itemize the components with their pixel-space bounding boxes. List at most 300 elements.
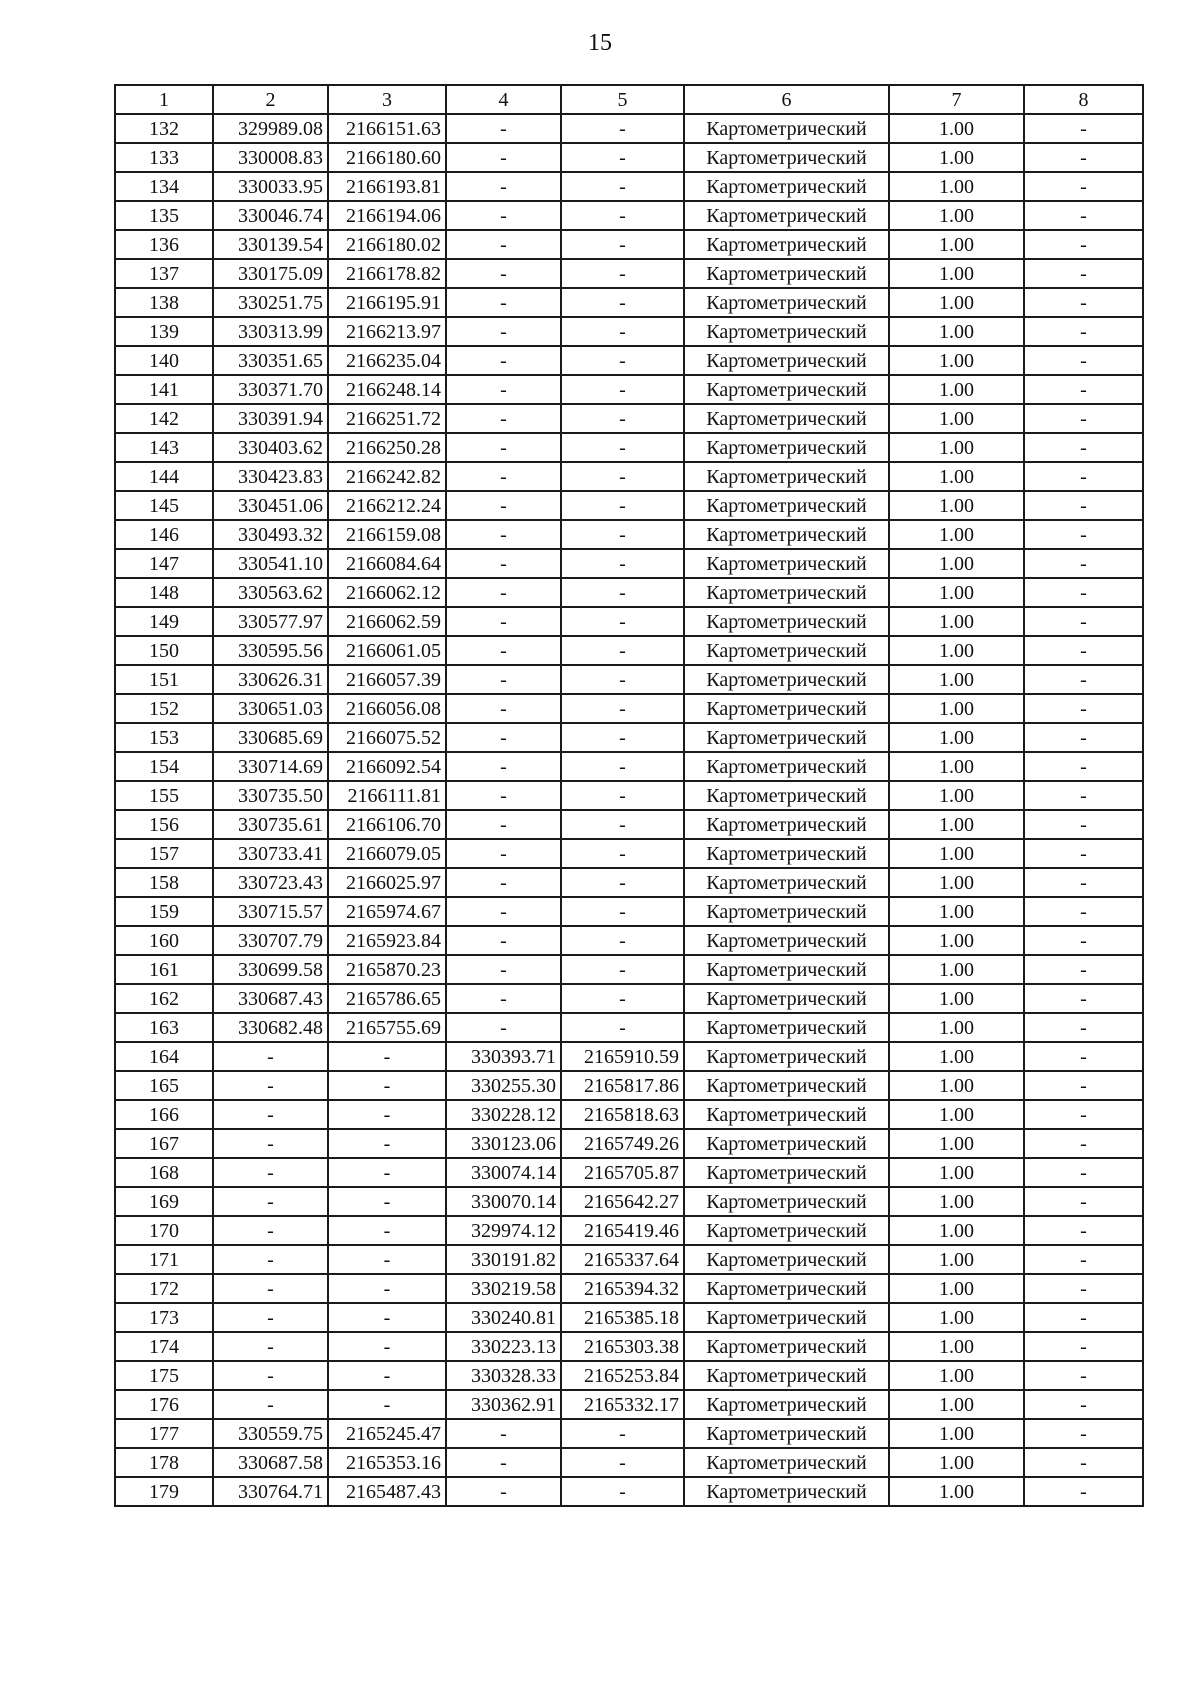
x-coordinate-alt-cell: -: [446, 578, 561, 607]
y-coordinate-cell: 2166235.04: [328, 346, 446, 375]
y-coordinate-cell: 2165755.69: [328, 1013, 446, 1042]
x-coordinate-cell: -: [213, 1129, 328, 1158]
y-coordinate-cell: 2166106.70: [328, 810, 446, 839]
y-coordinate-alt-cell: 2165642.27: [561, 1187, 684, 1216]
y-coordinate-alt-cell: 2165303.38: [561, 1332, 684, 1361]
y-coordinate-cell: -: [328, 1274, 446, 1303]
table-row: [115, 114, 1143, 143]
method-cell: Картометрический: [684, 201, 889, 230]
x-coordinate-cell: -: [213, 1361, 328, 1390]
note-cell: -: [1024, 491, 1143, 520]
x-coordinate-cell: 330423.83: [213, 462, 328, 491]
x-coordinate-cell: -: [213, 1071, 328, 1100]
x-coordinate-alt-cell: -: [446, 114, 561, 143]
note-cell: -: [1024, 1303, 1143, 1332]
x-coordinate-alt-cell: 329974.12: [446, 1216, 561, 1245]
x-coordinate-cell: 330175.09: [213, 259, 328, 288]
point-number-cell: 152: [115, 694, 213, 723]
y-coordinate-alt-cell: -: [561, 172, 684, 201]
x-coordinate-cell: 330735.50: [213, 781, 328, 810]
point-number-cell: 179: [115, 1477, 213, 1506]
x-coordinate-alt-cell: 330393.71: [446, 1042, 561, 1071]
precision-cell: 1.00: [889, 1071, 1024, 1100]
y-coordinate-alt-cell: -: [561, 549, 684, 578]
y-coordinate-alt-cell: -: [561, 607, 684, 636]
point-number-cell: 168: [115, 1158, 213, 1187]
x-coordinate-alt-cell: 330328.33: [446, 1361, 561, 1390]
page-number: 15: [588, 30, 612, 56]
method-cell: Картометрический: [684, 1129, 889, 1158]
x-coordinate-cell: 330733.41: [213, 839, 328, 868]
x-coordinate-alt-cell: -: [446, 607, 561, 636]
table-row: [115, 288, 1143, 317]
x-coordinate-cell: 330559.75: [213, 1419, 328, 1448]
precision-cell: 1.00: [889, 114, 1024, 143]
y-coordinate-alt-cell: -: [561, 346, 684, 375]
y-coordinate-cell: 2166213.97: [328, 317, 446, 346]
note-cell: -: [1024, 462, 1143, 491]
y-coordinate-alt-cell: -: [561, 752, 684, 781]
note-cell: -: [1024, 1187, 1143, 1216]
column-header: 5: [561, 85, 684, 114]
point-number-cell: 170: [115, 1216, 213, 1245]
method-cell: Картометрический: [684, 1361, 889, 1390]
method-cell: Картометрический: [684, 288, 889, 317]
x-coordinate-cell: 330493.32: [213, 520, 328, 549]
precision-cell: 1.00: [889, 1390, 1024, 1419]
method-cell: Картометрический: [684, 1303, 889, 1332]
y-coordinate-alt-cell: -: [561, 143, 684, 172]
x-coordinate-cell: -: [213, 1245, 328, 1274]
y-coordinate-cell: -: [328, 1071, 446, 1100]
x-coordinate-cell: 330715.57: [213, 897, 328, 926]
point-number-cell: 132: [115, 114, 213, 143]
table-row: [115, 694, 1143, 723]
x-coordinate-alt-cell: -: [446, 259, 561, 288]
y-coordinate-cell: 2165245.47: [328, 1419, 446, 1448]
method-cell: Картометрический: [684, 781, 889, 810]
x-coordinate-cell: -: [213, 1274, 328, 1303]
precision-cell: 1.00: [889, 984, 1024, 1013]
table-row: [115, 172, 1143, 201]
y-coordinate-cell: 2166248.14: [328, 375, 446, 404]
y-coordinate-alt-cell: 2165337.64: [561, 1245, 684, 1274]
y-coordinate-alt-cell: -: [561, 1419, 684, 1448]
point-number-cell: 162: [115, 984, 213, 1013]
y-coordinate-cell: -: [328, 1361, 446, 1390]
x-coordinate-cell: 330139.54: [213, 230, 328, 259]
table-row: [115, 1477, 1143, 1506]
y-coordinate-alt-cell: -: [561, 1448, 684, 1477]
precision-cell: 1.00: [889, 897, 1024, 926]
point-number-cell: 173: [115, 1303, 213, 1332]
table-row: [115, 433, 1143, 462]
y-coordinate-alt-cell: -: [561, 520, 684, 549]
x-coordinate-alt-cell: 330074.14: [446, 1158, 561, 1187]
x-coordinate-cell: 330682.48: [213, 1013, 328, 1042]
note-cell: -: [1024, 781, 1143, 810]
table-row: [115, 897, 1143, 926]
y-coordinate-alt-cell: -: [561, 694, 684, 723]
point-number-cell: 136: [115, 230, 213, 259]
x-coordinate-alt-cell: -: [446, 288, 561, 317]
y-coordinate-alt-cell: -: [561, 230, 684, 259]
y-coordinate-alt-cell: -: [561, 955, 684, 984]
note-cell: -: [1024, 259, 1143, 288]
x-coordinate-alt-cell: -: [446, 462, 561, 491]
x-coordinate-alt-cell: -: [446, 897, 561, 926]
method-cell: Картометрический: [684, 114, 889, 143]
point-number-cell: 171: [115, 1245, 213, 1274]
point-number-cell: 156: [115, 810, 213, 839]
point-number-cell: 153: [115, 723, 213, 752]
y-coordinate-alt-cell: -: [561, 665, 684, 694]
precision-cell: 1.00: [889, 549, 1024, 578]
table-row: [115, 810, 1143, 839]
y-coordinate-alt-cell: 2165253.84: [561, 1361, 684, 1390]
y-coordinate-alt-cell: -: [561, 926, 684, 955]
note-cell: -: [1024, 1071, 1143, 1100]
point-number-cell: 150: [115, 636, 213, 665]
note-cell: -: [1024, 1274, 1143, 1303]
point-number-cell: 178: [115, 1448, 213, 1477]
x-coordinate-cell: 330351.65: [213, 346, 328, 375]
point-number-cell: 172: [115, 1274, 213, 1303]
x-coordinate-cell: 330391.94: [213, 404, 328, 433]
precision-cell: 1.00: [889, 955, 1024, 984]
note-cell: -: [1024, 1361, 1143, 1390]
note-cell: -: [1024, 1042, 1143, 1071]
table-row: [115, 317, 1143, 346]
precision-cell: 1.00: [889, 1245, 1024, 1274]
precision-cell: 1.00: [889, 1477, 1024, 1506]
y-coordinate-alt-cell: -: [561, 839, 684, 868]
note-cell: -: [1024, 897, 1143, 926]
method-cell: Картометрический: [684, 636, 889, 665]
x-coordinate-cell: 330626.31: [213, 665, 328, 694]
note-cell: -: [1024, 346, 1143, 375]
note-cell: -: [1024, 607, 1143, 636]
note-cell: -: [1024, 143, 1143, 172]
table-row: [115, 462, 1143, 491]
note-cell: -: [1024, 1129, 1143, 1158]
table-row: [115, 1042, 1143, 1071]
x-coordinate-alt-cell: 330223.13: [446, 1332, 561, 1361]
column-header: 1: [115, 85, 213, 114]
y-coordinate-alt-cell: 2165705.87: [561, 1158, 684, 1187]
x-coordinate-alt-cell: -: [446, 549, 561, 578]
y-coordinate-alt-cell: 2165749.26: [561, 1129, 684, 1158]
table-row: [115, 1071, 1143, 1100]
x-coordinate-alt-cell: 330240.81: [446, 1303, 561, 1332]
method-cell: Картометрический: [684, 1332, 889, 1361]
note-cell: -: [1024, 230, 1143, 259]
y-coordinate-cell: 2166180.60: [328, 143, 446, 172]
x-coordinate-alt-cell: 330255.30: [446, 1071, 561, 1100]
precision-cell: 1.00: [889, 201, 1024, 230]
method-cell: Картометрический: [684, 984, 889, 1013]
note-cell: -: [1024, 984, 1143, 1013]
y-coordinate-cell: 2166111.81: [328, 781, 446, 810]
note-cell: -: [1024, 926, 1143, 955]
y-coordinate-cell: 2166079.05: [328, 839, 446, 868]
table-row: [115, 636, 1143, 665]
y-coordinate-cell: -: [328, 1390, 446, 1419]
note-cell: -: [1024, 404, 1143, 433]
y-coordinate-alt-cell: -: [561, 317, 684, 346]
y-coordinate-alt-cell: -: [561, 288, 684, 317]
point-number-cell: 134: [115, 172, 213, 201]
y-coordinate-alt-cell: -: [561, 404, 684, 433]
y-coordinate-cell: 2166251.72: [328, 404, 446, 433]
method-cell: Картометрический: [684, 375, 889, 404]
precision-cell: 1.00: [889, 926, 1024, 955]
x-coordinate-alt-cell: -: [446, 520, 561, 549]
x-coordinate-cell: 330451.06: [213, 491, 328, 520]
note-cell: -: [1024, 549, 1143, 578]
y-coordinate-cell: 2166250.28: [328, 433, 446, 462]
note-cell: -: [1024, 1477, 1143, 1506]
method-cell: Картометрический: [684, 1071, 889, 1100]
x-coordinate-cell: 330541.10: [213, 549, 328, 578]
point-number-cell: 145: [115, 491, 213, 520]
point-number-cell: 157: [115, 839, 213, 868]
precision-cell: 1.00: [889, 781, 1024, 810]
point-number-cell: 142: [115, 404, 213, 433]
note-cell: -: [1024, 578, 1143, 607]
y-coordinate-cell: 2165923.84: [328, 926, 446, 955]
precision-cell: 1.00: [889, 520, 1024, 549]
method-cell: Картометрический: [684, 926, 889, 955]
point-number-cell: 161: [115, 955, 213, 984]
y-coordinate-alt-cell: -: [561, 201, 684, 230]
x-coordinate-cell: 330371.70: [213, 375, 328, 404]
column-header: 6: [684, 85, 889, 114]
note-cell: -: [1024, 433, 1143, 462]
point-number-cell: 163: [115, 1013, 213, 1042]
x-coordinate-alt-cell: -: [446, 955, 561, 984]
precision-cell: 1.00: [889, 1419, 1024, 1448]
y-coordinate-cell: 2166084.64: [328, 549, 446, 578]
precision-cell: 1.00: [889, 1303, 1024, 1332]
note-cell: -: [1024, 317, 1143, 346]
method-cell: Картометрический: [684, 172, 889, 201]
method-cell: Картометрический: [684, 520, 889, 549]
y-coordinate-alt-cell: -: [561, 462, 684, 491]
x-coordinate-alt-cell: -: [446, 868, 561, 897]
y-coordinate-cell: -: [328, 1042, 446, 1071]
y-coordinate-cell: -: [328, 1100, 446, 1129]
y-coordinate-alt-cell: -: [561, 259, 684, 288]
table-row: [115, 1303, 1143, 1332]
table-row: [115, 955, 1143, 984]
x-coordinate-alt-cell: -: [446, 926, 561, 955]
point-number-cell: 144: [115, 462, 213, 491]
point-number-cell: 139: [115, 317, 213, 346]
precision-cell: 1.00: [889, 694, 1024, 723]
x-coordinate-cell: 330046.74: [213, 201, 328, 230]
table-row: [115, 1216, 1143, 1245]
y-coordinate-alt-cell: 2165394.32: [561, 1274, 684, 1303]
x-coordinate-cell: -: [213, 1187, 328, 1216]
precision-cell: 1.00: [889, 810, 1024, 839]
table-row: [115, 143, 1143, 172]
table-row: [115, 578, 1143, 607]
x-coordinate-cell: 330313.99: [213, 317, 328, 346]
y-coordinate-cell: 2166151.63: [328, 114, 446, 143]
precision-cell: 1.00: [889, 172, 1024, 201]
point-number-cell: 166: [115, 1100, 213, 1129]
precision-cell: 1.00: [889, 1129, 1024, 1158]
point-number-cell: 133: [115, 143, 213, 172]
table-row: [115, 1187, 1143, 1216]
precision-cell: 1.00: [889, 1274, 1024, 1303]
point-number-cell: 169: [115, 1187, 213, 1216]
precision-cell: 1.00: [889, 578, 1024, 607]
point-number-cell: 135: [115, 201, 213, 230]
x-coordinate-alt-cell: -: [446, 810, 561, 839]
table-row: [115, 230, 1143, 259]
note-cell: -: [1024, 1100, 1143, 1129]
method-cell: Картометрический: [684, 694, 889, 723]
y-coordinate-cell: 2166193.81: [328, 172, 446, 201]
precision-cell: 1.00: [889, 1100, 1024, 1129]
x-coordinate-alt-cell: -: [446, 1448, 561, 1477]
y-coordinate-cell: -: [328, 1129, 446, 1158]
method-cell: Картометрический: [684, 1448, 889, 1477]
table-row: [115, 1332, 1143, 1361]
y-coordinate-alt-cell: 2165817.86: [561, 1071, 684, 1100]
point-number-cell: 143: [115, 433, 213, 462]
method-cell: Картометрический: [684, 1390, 889, 1419]
y-coordinate-alt-cell: -: [561, 636, 684, 665]
x-coordinate-alt-cell: -: [446, 1013, 561, 1042]
y-coordinate-cell: -: [328, 1303, 446, 1332]
precision-cell: 1.00: [889, 288, 1024, 317]
table-row: [115, 1245, 1143, 1274]
table-body: [115, 114, 1143, 1506]
note-cell: -: [1024, 288, 1143, 317]
y-coordinate-cell: -: [328, 1187, 446, 1216]
x-coordinate-alt-cell: -: [446, 143, 561, 172]
x-coordinate-alt-cell: -: [446, 201, 561, 230]
x-coordinate-alt-cell: 330362.91: [446, 1390, 561, 1419]
note-cell: -: [1024, 1390, 1143, 1419]
column-header: 7: [889, 85, 1024, 114]
precision-cell: 1.00: [889, 1042, 1024, 1071]
y-coordinate-cell: 2166212.24: [328, 491, 446, 520]
y-coordinate-alt-cell: -: [561, 1013, 684, 1042]
y-coordinate-cell: 2166062.12: [328, 578, 446, 607]
point-number-cell: 141: [115, 375, 213, 404]
method-cell: Картометрический: [684, 433, 889, 462]
point-number-cell: 146: [115, 520, 213, 549]
point-number-cell: 165: [115, 1071, 213, 1100]
method-cell: Картометрический: [684, 1042, 889, 1071]
x-coordinate-cell: 330251.75: [213, 288, 328, 317]
column-header: 2: [213, 85, 328, 114]
precision-cell: 1.00: [889, 607, 1024, 636]
method-cell: Картометрический: [684, 404, 889, 433]
note-cell: -: [1024, 839, 1143, 868]
table-row: [115, 520, 1143, 549]
y-coordinate-cell: 2166242.82: [328, 462, 446, 491]
precision-cell: 1.00: [889, 1361, 1024, 1390]
point-number-cell: 174: [115, 1332, 213, 1361]
column-header: 4: [446, 85, 561, 114]
y-coordinate-cell: 2165870.23: [328, 955, 446, 984]
header-row: [115, 85, 1143, 114]
point-number-cell: 149: [115, 607, 213, 636]
point-number-cell: 155: [115, 781, 213, 810]
note-cell: -: [1024, 172, 1143, 201]
y-coordinate-cell: 2165353.16: [328, 1448, 446, 1477]
point-number-cell: 147: [115, 549, 213, 578]
y-coordinate-alt-cell: 2165385.18: [561, 1303, 684, 1332]
x-coordinate-cell: 330723.43: [213, 868, 328, 897]
precision-cell: 1.00: [889, 230, 1024, 259]
precision-cell: 1.00: [889, 1332, 1024, 1361]
table-row: [115, 926, 1143, 955]
precision-cell: 1.00: [889, 636, 1024, 665]
table-row: [115, 1448, 1143, 1477]
note-cell: -: [1024, 1419, 1143, 1448]
table-row: [115, 201, 1143, 230]
precision-cell: 1.00: [889, 317, 1024, 346]
table-row: [115, 839, 1143, 868]
y-coordinate-alt-cell: -: [561, 810, 684, 839]
x-coordinate-alt-cell: -: [446, 1419, 561, 1448]
column-header: 3: [328, 85, 446, 114]
x-coordinate-cell: 330595.56: [213, 636, 328, 665]
y-coordinate-alt-cell: -: [561, 114, 684, 143]
table-row: [115, 1274, 1143, 1303]
method-cell: Картометрический: [684, 839, 889, 868]
y-coordinate-cell: 2166025.97: [328, 868, 446, 897]
y-coordinate-alt-cell: -: [561, 723, 684, 752]
x-coordinate-alt-cell: -: [446, 723, 561, 752]
y-coordinate-cell: -: [328, 1332, 446, 1361]
table-row: [115, 1013, 1143, 1042]
method-cell: Картометрический: [684, 491, 889, 520]
x-coordinate-cell: -: [213, 1100, 328, 1129]
method-cell: Картометрический: [684, 1274, 889, 1303]
method-cell: Картометрический: [684, 1158, 889, 1187]
x-coordinate-cell: 330033.95: [213, 172, 328, 201]
x-coordinate-alt-cell: 330228.12: [446, 1100, 561, 1129]
method-cell: Картометрический: [684, 1216, 889, 1245]
table-row: [115, 781, 1143, 810]
y-coordinate-cell: 2166056.08: [328, 694, 446, 723]
x-coordinate-cell: 330577.97: [213, 607, 328, 636]
y-coordinate-alt-cell: 2165332.17: [561, 1390, 684, 1419]
table-row: [115, 375, 1143, 404]
x-coordinate-cell: -: [213, 1332, 328, 1361]
x-coordinate-alt-cell: -: [446, 346, 561, 375]
x-coordinate-alt-cell: -: [446, 491, 561, 520]
note-cell: -: [1024, 375, 1143, 404]
point-number-cell: 148: [115, 578, 213, 607]
y-coordinate-alt-cell: -: [561, 491, 684, 520]
y-coordinate-cell: 2165974.67: [328, 897, 446, 926]
note-cell: -: [1024, 1216, 1143, 1245]
x-coordinate-alt-cell: -: [446, 172, 561, 201]
method-cell: Картометрический: [684, 1419, 889, 1448]
note-cell: -: [1024, 810, 1143, 839]
table-row: [115, 665, 1143, 694]
precision-cell: 1.00: [889, 433, 1024, 462]
table-row: [115, 868, 1143, 897]
